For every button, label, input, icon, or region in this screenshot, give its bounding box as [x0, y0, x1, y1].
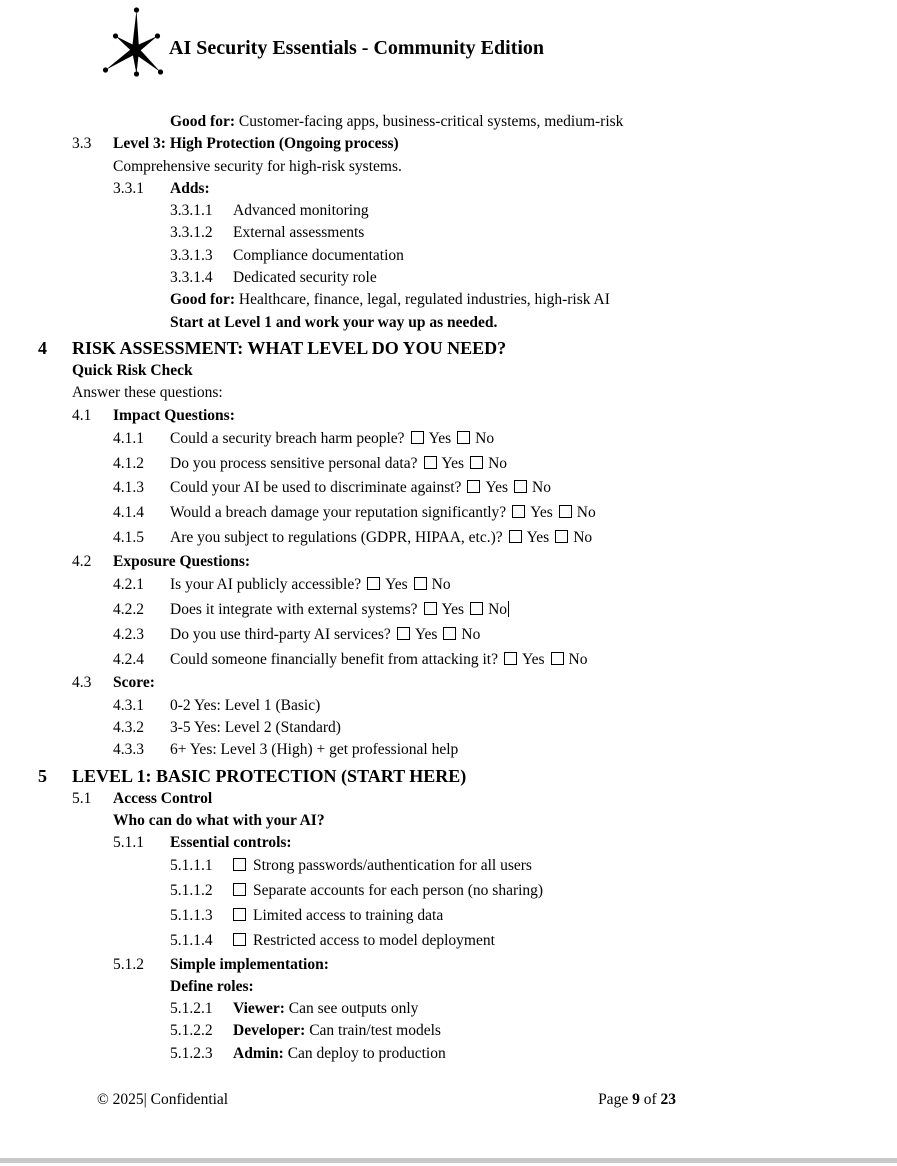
- heading-simple-implementation: [0, 954, 897, 976]
- outline-number: 5.1: [72, 789, 92, 807]
- checklist-item: [0, 904, 897, 929]
- question-text: Are you subject to regulations (GDPR, HIPAA, etc.)?: [170, 529, 503, 547]
- outline-number: 5.1.2: [113, 955, 144, 973]
- outline-number: 3.3.1: [113, 179, 144, 197]
- yes-label: Yes: [441, 454, 465, 472]
- question-item: [0, 501, 897, 526]
- paragraph-quick-risk-check: [0, 360, 897, 382]
- outline-number: 3.3.1.1: [170, 202, 213, 220]
- document-header-title: AI Security Essentials - Community Edition: [169, 37, 545, 59]
- question-item-with-cursor: [0, 598, 897, 623]
- no-checkbox[interactable]: [559, 505, 572, 518]
- checklist-item: [0, 929, 897, 954]
- of-word: of: [639, 1091, 661, 1108]
- question-text: Do you use third-party AI services?: [170, 625, 391, 643]
- outline-number: 5.1.2.2: [170, 1022, 213, 1040]
- question-item: [0, 623, 897, 648]
- role-name: Developer:: [233, 1022, 306, 1040]
- outline-item: [0, 222, 897, 244]
- line-text: Limited access to training data: [253, 907, 444, 924]
- line-text: Strong passwords/authentication for all users: [253, 857, 532, 875]
- outline-number: 4.1.3: [113, 479, 144, 497]
- line-text: Answer these questions:: [72, 384, 223, 402]
- bold-prefix: Good for:: [170, 113, 236, 130]
- outline-number: 4.3.3: [113, 741, 144, 759]
- question-item: [0, 452, 897, 477]
- outline-number: 4.1.1: [113, 429, 144, 447]
- page-word: Page: [598, 1091, 633, 1108]
- line-text: Comprehensive security for high-risk systems.: [113, 157, 402, 175]
- line-text: Separate accounts for each person (no sharing): [253, 882, 544, 900]
- outline-number: 4.2.4: [113, 650, 144, 668]
- outline-number: 5.1.1.4: [170, 931, 213, 949]
- outline-number: 3.3.1.4: [170, 269, 213, 287]
- question-item: [0, 573, 897, 598]
- line-text: Can deploy to production: [283, 1044, 446, 1062]
- yes-checkbox[interactable]: [397, 627, 410, 640]
- yes-checkbox[interactable]: [424, 602, 437, 615]
- heading-text: Impact Questions:: [113, 406, 235, 424]
- heading-text: Simple implementation:: [170, 955, 329, 973]
- outline-item: [0, 267, 897, 289]
- task-checkbox[interactable]: [233, 908, 246, 921]
- yes-label: Yes: [485, 479, 508, 497]
- paragraph-who-can-do-what: [0, 810, 897, 832]
- question-text: Could someone financially benefit from attacking it?: [170, 650, 498, 668]
- yes-checkbox[interactable]: [512, 505, 525, 518]
- no-label: No: [431, 576, 451, 594]
- yes-checkbox[interactable]: [367, 577, 380, 590]
- yes-checkbox[interactable]: [504, 652, 517, 665]
- outline-number: 4: [38, 337, 47, 358]
- heading-adds: [0, 178, 897, 200]
- outline-number: 3.3: [72, 135, 92, 153]
- score-item: [0, 695, 897, 717]
- line-text: Compliance documentation: [233, 246, 404, 264]
- yes-checkbox[interactable]: [467, 480, 480, 493]
- checklist-item: [0, 879, 897, 904]
- outline-number: 4.1.4: [113, 504, 144, 522]
- yes-label: Yes: [385, 576, 408, 594]
- line-text: Can train/test models: [305, 1022, 441, 1040]
- role-name: Admin:: [233, 1044, 284, 1062]
- no-label: No: [573, 529, 593, 547]
- checklist-item: [0, 854, 897, 879]
- footer-copyright: [97, 1091, 228, 1109]
- role-item: [0, 998, 897, 1020]
- line-text: Restricted access to model deployment: [253, 931, 495, 949]
- line-text: Can see outputs only: [284, 1000, 419, 1018]
- outline-number: 4.2.2: [113, 600, 144, 618]
- question-text: Could a security breach harm people?: [170, 429, 405, 447]
- yes-label: Yes: [428, 429, 452, 447]
- outline-number: 4.2.1: [113, 576, 144, 594]
- heading-access-control: [0, 788, 897, 810]
- line-text: Dedicated security role: [233, 269, 377, 287]
- question-text: Could your AI be used to discriminate against?: [170, 479, 462, 497]
- task-checkbox[interactable]: [233, 933, 246, 946]
- no-checkbox[interactable]: [470, 456, 483, 469]
- heading-text: Essential controls:: [170, 834, 292, 852]
- page-break-divider: [0, 1158, 897, 1163]
- brand-star-logo-icon: [100, 4, 167, 82]
- no-checkbox[interactable]: [457, 431, 470, 444]
- outline-number: 4.1: [72, 406, 92, 424]
- no-label: No: [475, 429, 495, 447]
- yes-label: Yes: [521, 650, 545, 668]
- paragraph-start-at-level1: [0, 312, 897, 334]
- heading-text: Level 3: High Protection (Ongoing process): [113, 135, 399, 153]
- no-label: No: [568, 650, 588, 668]
- outline-number: 4.3: [72, 674, 92, 692]
- line-text: Healthcare, finance, legal, regulated industries, high-risk AI: [235, 291, 610, 309]
- no-checkbox[interactable]: [551, 652, 564, 665]
- outline-number: 4.3.1: [113, 696, 144, 714]
- question-item: [0, 526, 897, 551]
- line-text: Customer-facing apps, business-critical systems, medium-risk: [235, 113, 624, 130]
- line-text: Quick Risk Check: [72, 361, 193, 379]
- heading-text: Exposure Questions:: [113, 552, 251, 570]
- copyright-text: © 2025| Confidential: [97, 1091, 229, 1108]
- no-checkbox[interactable]: [555, 530, 568, 543]
- heading-level1-basic-protection: [0, 764, 897, 788]
- yes-label: Yes: [414, 625, 438, 643]
- outline-number: 5.1.1: [113, 834, 144, 852]
- line-text: Advanced monitoring: [233, 202, 369, 220]
- no-checkbox[interactable]: [470, 602, 483, 615]
- no-label: No: [488, 454, 508, 472]
- outline-number: 3.3.1.3: [170, 246, 213, 264]
- outline-number: 4.1.2: [113, 454, 144, 472]
- task-checkbox[interactable]: [233, 858, 246, 871]
- line-text: External assessments: [233, 224, 365, 242]
- heading-risk-assessment: [0, 336, 897, 360]
- yes-checkbox[interactable]: [509, 530, 522, 543]
- role-item: [0, 1043, 897, 1065]
- line-text: Start at Level 1 and work your way up as needed.: [170, 313, 498, 331]
- footer-page-number: [598, 1091, 676, 1109]
- no-checkbox[interactable]: [443, 627, 456, 640]
- text-cursor: [508, 601, 509, 617]
- outline-item: [0, 245, 897, 267]
- no-checkbox[interactable]: [514, 480, 527, 493]
- paragraph-define-roles: [0, 976, 897, 998]
- paragraph-answer-questions: [0, 382, 897, 404]
- yes-label: Yes: [441, 600, 465, 618]
- task-checkbox[interactable]: [233, 883, 246, 896]
- page-total: 23: [660, 1091, 676, 1108]
- yes-label: Yes: [526, 529, 550, 547]
- heading-text: Adds:: [170, 179, 210, 197]
- line-text: 0-2 Yes: Level 1 (Basic): [170, 696, 321, 714]
- outline-number: 4.2.3: [113, 625, 144, 643]
- outline-item: [0, 200, 897, 222]
- outline-number: 5.1.1.1: [170, 857, 213, 875]
- no-label: No: [576, 504, 596, 522]
- outline-number: 3.3.1.2: [170, 224, 213, 242]
- page-current: 9: [632, 1091, 640, 1108]
- heading-text: RISK ASSESSMENT: WHAT LEVEL DO YOU NEED?: [72, 337, 507, 358]
- paragraph-comprehensive: [0, 156, 897, 178]
- heading-text: Score:: [113, 674, 155, 692]
- outline-number: 4.1.5: [113, 529, 144, 547]
- question-text: Would a breach damage your reputation significantly?: [170, 504, 507, 522]
- score-item: [0, 739, 897, 761]
- heading-text: Access Control: [113, 789, 213, 807]
- outline-number: 4.2: [72, 552, 92, 570]
- line-text: 6+ Yes: Level 3 (High) + get professional help: [170, 741, 459, 759]
- heading-impact-questions: [0, 405, 897, 427]
- paragraph-good-for-level2: [0, 111, 897, 133]
- question-text: Is your AI publicly accessible?: [170, 576, 362, 594]
- question-text: Does it integrate with external systems?: [170, 600, 418, 618]
- yes-checkbox[interactable]: [424, 456, 437, 469]
- no-label: No: [461, 625, 481, 643]
- yes-label: Yes: [530, 504, 553, 522]
- no-label: No: [488, 600, 508, 618]
- role-name: Viewer:: [233, 1000, 285, 1018]
- heading-text: LEVEL 1: BASIC PROTECTION (START HERE): [72, 765, 467, 786]
- no-checkbox[interactable]: [414, 577, 427, 590]
- paragraph-good-for-level3: [0, 289, 897, 311]
- question-text: Do you process sensitive personal data?: [170, 454, 418, 472]
- heading-level3-high-protection: [0, 133, 897, 155]
- outline-number: 4.3.2: [113, 718, 144, 736]
- outline-number: 5.1.2.1: [170, 1000, 213, 1018]
- outline-number: 5: [38, 765, 47, 786]
- line-text: Who can do what with your AI?: [113, 811, 325, 829]
- line-text: 3-5 Yes: Level 2 (Standard): [170, 718, 341, 736]
- outline-number: 5.1.1.2: [170, 882, 213, 900]
- bold-prefix: Good for:: [170, 291, 236, 309]
- outline-number: 5.1.1.3: [170, 907, 213, 924]
- role-item: [0, 1020, 897, 1042]
- question-item: [0, 476, 897, 501]
- score-item: [0, 717, 897, 739]
- document-body[interactable]: [0, 111, 897, 1065]
- heading-essential-controls: [0, 832, 897, 854]
- no-label: No: [532, 479, 551, 497]
- heading-exposure-questions: [0, 551, 897, 573]
- question-item: [0, 427, 897, 452]
- question-item: [0, 648, 897, 673]
- heading-score: [0, 672, 897, 694]
- yes-checkbox[interactable]: [411, 431, 424, 444]
- outline-number: 5.1.2.3: [170, 1044, 213, 1062]
- line-text: Define roles:: [170, 977, 254, 995]
